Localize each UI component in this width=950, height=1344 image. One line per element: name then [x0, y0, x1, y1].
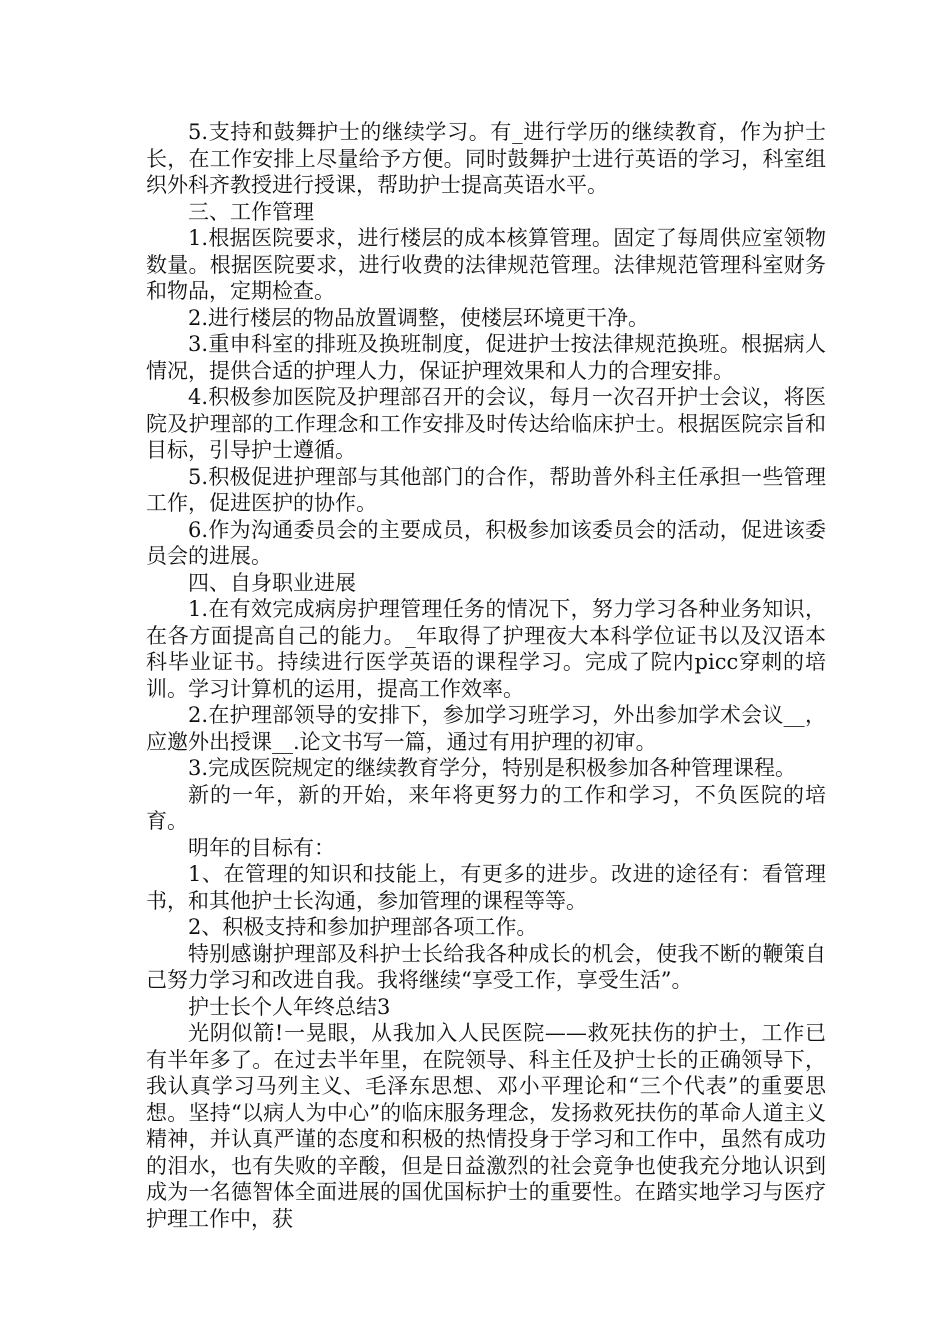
paragraph-committee: 6.作为沟通委员会的主要成员，积极参加该委员会的活动，促进该委员会的进展。: [146, 517, 826, 568]
paragraph-goal-one: 1、在管理的知识和技能上，有更多的进步。改进的途径有：看管理书，和其他护士长沟通，参加管理的课程等等。: [146, 862, 826, 913]
paragraph-goals-intro: 明年的目标有：: [188, 835, 335, 860]
paragraph-education-credits: 3.完成医院规定的继续教育学分，特别是积极参加各种管理课程。: [188, 756, 797, 780]
paragraph-training: 2.在护理部领导的安排下，参加学习班学习，外出参加学术会议__，应邀外出授课__.论文书写一篇，通过有用护理的初审。: [146, 703, 826, 754]
paragraph-support-study: 5.支持和鼓舞护士的继续学习。有_进行学历的继续教育，作为护士长，在工作安排上尽量给予方便。同时鼓舞护士进行英语的学习，科室组织外科齐教授进行授课，帮助护士提高英语水平。: [146, 120, 826, 197]
paragraph-cooperation: 5.积极促进护理部与其他部门的合作，帮助普外科主任承担一些管理工作，促进医护的协作。: [146, 464, 826, 515]
section-heading-career-development: 四、自身职业进展: [188, 570, 356, 595]
section-heading-work-management: 三、工作管理: [188, 199, 314, 224]
paragraph-goal-two: 2、积极支持和参加护理部各项工作。: [188, 915, 538, 939]
paragraph-thanks: 特别感谢护理部及科护士长给我各种成长的机会，使我不断的鞭策自己努力学习和改进自我。我将继续“享受工作，享受生活”。: [146, 941, 826, 992]
paragraph-shift-system: 3.重申科室的排班及换班制度，促进护士按法律规范换班。根据病人情况，提供合适的护理人力，保证护理效果和人力的合理安排。: [146, 332, 826, 383]
paragraph-new-year: 新的一年，新的开始，来年将更努力的工作和学习，不负医院的培育。: [146, 782, 826, 833]
document-body: [146, 119, 826, 1232]
paragraph-self-study: 1.在有效完成病房护理管理任务的情况下，努力学习各种业务知识，在各方面提高自己的能力。_年取得了护理夜大本科学位证书以及汉语本科毕业证书。持续进行医学英语的课程学习。完成了院内picc穿刺的培训。学习计算机的运用，提高工作效率。: [146, 597, 826, 701]
paragraph-floor-arrangement: 2.进行楼层的物品放置调整，使楼层环境更干净。: [188, 305, 650, 330]
paragraph-cost-management: 1.根据医院要求，进行楼层的成本核算管理。固定了每周供应室领物数量。根据医院要求，进行收费的法律规范管理。法律规范管理科室财务和物品，定期检查。: [146, 226, 826, 303]
section-title-summary-3: 护士长个人年终总结3: [188, 994, 391, 1019]
paragraph-summary-3-intro: 光阴似箭!一晃眼，从我加入人民医院——救死扶伤的护士，工作已有半年多了。在过去半年里，在院领导、科主任及护士长的正确领导下，我认真学习马列主义、毛泽东思想、邓小平理论和“三个代表”的重要思想。坚持“以病人为中心”的临床服务理念，发扬救死扶伤的革命人道主义精神，并认真严谨的态度和积极的热情投身于学习和工作中，虽然有成功的泪水，也有失败的辛酸，但是日益激烈的社会竟争也使我充分地认识到成为一名德智体全面进展的国优国标护士的重要性。在踏实地学习与医疗护理工作中，获: [146, 1021, 826, 1231]
paragraph-meetings: 4.积极参加医院及护理部召开的会议，每月一次召开护士会议，将医院及护理部的工作理念和工作安排及时传达给临床护士。根据医院宗旨和目标，引导护士遵循。: [146, 385, 826, 462]
